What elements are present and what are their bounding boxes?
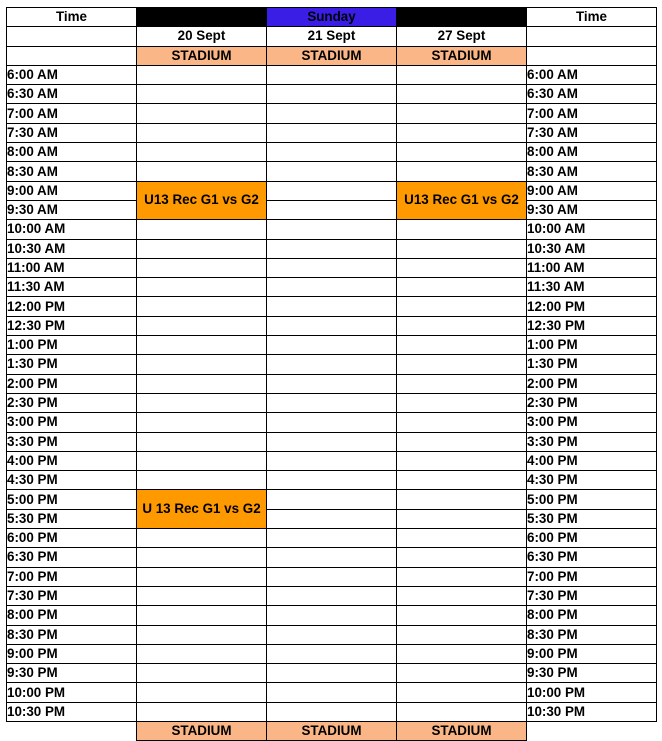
time-slot-row bbox=[7, 220, 657, 239]
schedule-slot[interactable] bbox=[137, 162, 267, 181]
date-header-2: 21 Sept bbox=[267, 27, 397, 46]
schedule-slot[interactable] bbox=[397, 451, 527, 470]
time-label-right: 8:00 PM bbox=[527, 606, 657, 625]
time-slot-row bbox=[7, 200, 657, 219]
time-label-left: 10:00 PM bbox=[7, 683, 137, 702]
schedule-slot[interactable] bbox=[137, 683, 267, 702]
schedule-slot[interactable] bbox=[137, 567, 267, 586]
schedule-slot[interactable] bbox=[397, 413, 527, 432]
schedule-slot[interactable] bbox=[137, 258, 267, 277]
schedule-slot[interactable] bbox=[267, 162, 397, 181]
venue-header-2: STADIUM bbox=[267, 46, 397, 65]
schedule-slot[interactable] bbox=[397, 220, 527, 239]
header-day-row bbox=[7, 8, 657, 27]
schedule-slot[interactable] bbox=[267, 143, 397, 162]
time-label-left: 3:30 PM bbox=[7, 432, 137, 451]
schedule-slot[interactable] bbox=[397, 625, 527, 644]
schedule-slot[interactable] bbox=[137, 644, 267, 663]
time-slot-row bbox=[7, 393, 657, 412]
schedule-slot[interactable] bbox=[267, 200, 397, 219]
time-label-right: 1:30 PM bbox=[527, 355, 657, 374]
schedule-table bbox=[6, 7, 657, 741]
time-slot-row bbox=[7, 567, 657, 586]
time-label-left: 8:30 AM bbox=[7, 162, 137, 181]
time-label-right: 6:00 AM bbox=[527, 65, 657, 84]
schedule-slot[interactable] bbox=[267, 278, 397, 297]
schedule-slot[interactable] bbox=[137, 374, 267, 393]
schedule-slot[interactable] bbox=[267, 336, 397, 355]
date-header-3: 27 Sept bbox=[397, 27, 527, 46]
time-label-left: 10:00 AM bbox=[7, 220, 137, 239]
schedule-slot[interactable] bbox=[137, 529, 267, 548]
schedule-slot[interactable] bbox=[397, 432, 527, 451]
time-label-left: 6:00 AM bbox=[7, 65, 137, 84]
time-label-left: 12:00 PM bbox=[7, 297, 137, 316]
schedule-slot[interactable] bbox=[137, 143, 267, 162]
schedule-slot[interactable] bbox=[397, 239, 527, 258]
event-block[interactable]: U13 Rec G1 vs G2 bbox=[137, 181, 267, 220]
day-header-1: Saturday bbox=[137, 8, 267, 27]
time-label-left: 7:30 PM bbox=[7, 586, 137, 605]
schedule-slot[interactable] bbox=[267, 181, 397, 200]
time-label-left: 1:00 PM bbox=[7, 336, 137, 355]
schedule-slot[interactable] bbox=[267, 220, 397, 239]
day-header-3: Saturday bbox=[397, 8, 527, 27]
schedule-slot[interactable] bbox=[137, 393, 267, 412]
schedule-slot[interactable] bbox=[267, 567, 397, 586]
day-header-2: Sunday bbox=[267, 8, 397, 27]
venue-header-3: STADIUM bbox=[397, 46, 527, 65]
schedule-slot[interactable] bbox=[397, 278, 527, 297]
schedule-slot[interactable] bbox=[267, 625, 397, 644]
time-slot-row bbox=[7, 316, 657, 335]
time-slot-row bbox=[7, 644, 657, 663]
time-slot-row bbox=[7, 451, 657, 470]
venue-footer-3: STADIUM bbox=[397, 721, 527, 740]
event-block[interactable]: U13 Rec G1 vs G2 bbox=[397, 181, 527, 220]
schedule-slot[interactable] bbox=[137, 355, 267, 374]
schedule-slot[interactable] bbox=[397, 65, 527, 84]
schedule-slot[interactable] bbox=[137, 702, 267, 721]
time-label-right: 11:00 AM bbox=[527, 258, 657, 277]
time-slot-row bbox=[7, 85, 657, 104]
schedule-slot[interactable] bbox=[267, 664, 397, 683]
schedule-slot[interactable] bbox=[137, 104, 267, 123]
header-venue-row bbox=[7, 46, 657, 65]
schedule-slot[interactable] bbox=[137, 123, 267, 142]
time-slot-row bbox=[7, 606, 657, 625]
time-slot-row bbox=[7, 548, 657, 567]
schedule-slot[interactable] bbox=[267, 239, 397, 258]
schedule-slot[interactable] bbox=[267, 413, 397, 432]
time-label-left: 6:30 AM bbox=[7, 85, 137, 104]
schedule-slot[interactable] bbox=[397, 123, 527, 142]
time-slot-row bbox=[7, 278, 657, 297]
schedule-slot[interactable] bbox=[267, 374, 397, 393]
time-label-right: 7:00 AM bbox=[527, 104, 657, 123]
schedule-slot[interactable] bbox=[397, 85, 527, 104]
time-slot-row bbox=[7, 355, 657, 374]
schedule-slot[interactable] bbox=[397, 586, 527, 605]
venue-header-1: STADIUM bbox=[137, 46, 267, 65]
time-label-left: 4:30 PM bbox=[7, 471, 137, 490]
time-label-right: 3:00 PM bbox=[527, 413, 657, 432]
schedule-slot[interactable] bbox=[397, 664, 527, 683]
time-label-right: 10:30 AM bbox=[527, 239, 657, 258]
schedule-slot[interactable] bbox=[267, 683, 397, 702]
schedule-slot[interactable] bbox=[397, 490, 527, 509]
time-label-left: 9:30 AM bbox=[7, 200, 137, 219]
time-label-right: 2:00 PM bbox=[527, 374, 657, 393]
schedule-slot[interactable] bbox=[267, 65, 397, 84]
schedule-slot[interactable] bbox=[397, 258, 527, 277]
schedule-slot[interactable] bbox=[267, 490, 397, 509]
schedule-slot[interactable] bbox=[397, 162, 527, 181]
time-label-right: 8:00 AM bbox=[527, 143, 657, 162]
time-label-right: 10:00 AM bbox=[527, 220, 657, 239]
schedule-slot[interactable] bbox=[267, 548, 397, 567]
time-slot-row bbox=[7, 471, 657, 490]
time-slot-row bbox=[7, 490, 657, 509]
time-label-right: 3:30 PM bbox=[527, 432, 657, 451]
time-slot-row bbox=[7, 181, 657, 200]
schedule-slot[interactable] bbox=[267, 509, 397, 528]
schedule-slot[interactable] bbox=[267, 316, 397, 335]
schedule-slot[interactable] bbox=[397, 393, 527, 412]
time-slot-row bbox=[7, 123, 657, 142]
schedule-slot[interactable] bbox=[267, 432, 397, 451]
time-label-left: 4:00 PM bbox=[7, 451, 137, 470]
schedule-slot[interactable] bbox=[397, 104, 527, 123]
time-label-right: 6:30 PM bbox=[527, 548, 657, 567]
date-header-1: 20 Sept bbox=[137, 27, 267, 46]
time-slot-row bbox=[7, 162, 657, 181]
time-label-right: 9:30 AM bbox=[527, 200, 657, 219]
time-label-left: 12:30 PM bbox=[7, 316, 137, 335]
schedule-slot[interactable] bbox=[397, 143, 527, 162]
time-label-right: 4:00 PM bbox=[527, 451, 657, 470]
time-slot-row bbox=[7, 432, 657, 451]
schedule-slot[interactable] bbox=[397, 297, 527, 316]
schedule-slot[interactable] bbox=[137, 625, 267, 644]
time-slot-row bbox=[7, 65, 657, 84]
schedule-slot[interactable] bbox=[397, 567, 527, 586]
schedule-slot[interactable] bbox=[137, 432, 267, 451]
time-slot-row bbox=[7, 297, 657, 316]
time-label-right: 7:00 PM bbox=[527, 567, 657, 586]
time-slot-row bbox=[7, 509, 657, 528]
time-header-left: Time bbox=[7, 8, 137, 27]
time-label-right: 5:00 PM bbox=[527, 490, 657, 509]
schedule-slot[interactable] bbox=[267, 529, 397, 548]
time-label-left: 9:00 PM bbox=[7, 644, 137, 663]
schedule-slot[interactable] bbox=[397, 374, 527, 393]
time-label-left: 9:00 AM bbox=[7, 181, 137, 200]
time-label-right: 12:30 PM bbox=[527, 316, 657, 335]
time-slot-row bbox=[7, 239, 657, 258]
schedule-slot[interactable] bbox=[137, 297, 267, 316]
time-label-left: 8:00 AM bbox=[7, 143, 137, 162]
schedule-slot[interactable] bbox=[137, 451, 267, 470]
time-label-right: 5:30 PM bbox=[527, 509, 657, 528]
schedule-slot[interactable] bbox=[267, 258, 397, 277]
schedule-slot[interactable] bbox=[137, 85, 267, 104]
time-label-left: 7:30 AM bbox=[7, 123, 137, 142]
time-label-left: 10:30 AM bbox=[7, 239, 137, 258]
time-slot-row bbox=[7, 702, 657, 721]
time-label-right: 1:00 PM bbox=[527, 336, 657, 355]
time-label-right: 2:30 PM bbox=[527, 393, 657, 412]
time-label-left: 11:30 AM bbox=[7, 278, 137, 297]
schedule-slot[interactable] bbox=[397, 702, 527, 721]
schedule-slot[interactable] bbox=[267, 702, 397, 721]
time-label-right: 7:30 PM bbox=[527, 586, 657, 605]
schedule-slot[interactable] bbox=[137, 239, 267, 258]
time-slot-row bbox=[7, 104, 657, 123]
schedule-slot[interactable] bbox=[267, 85, 397, 104]
schedule-slot[interactable] bbox=[397, 548, 527, 567]
time-slot-row bbox=[7, 683, 657, 702]
time-label-left: 10:30 PM bbox=[7, 702, 137, 721]
schedule-slot[interactable] bbox=[397, 509, 527, 528]
schedule-slot[interactable] bbox=[137, 278, 267, 297]
time-slot-row bbox=[7, 374, 657, 393]
schedule-slot[interactable] bbox=[137, 548, 267, 567]
schedule-slot[interactable] bbox=[267, 355, 397, 374]
schedule-slot[interactable] bbox=[267, 471, 397, 490]
header-date-row bbox=[7, 27, 657, 46]
venue-footer-2: STADIUM bbox=[267, 721, 397, 740]
time-label-left: 1:30 PM bbox=[7, 355, 137, 374]
schedule-slot[interactable] bbox=[397, 683, 527, 702]
time-slot-row bbox=[7, 664, 657, 683]
schedule-slot[interactable] bbox=[397, 529, 527, 548]
schedule-slot[interactable] bbox=[137, 336, 267, 355]
schedule-slot[interactable] bbox=[137, 606, 267, 625]
schedule-slot[interactable] bbox=[137, 471, 267, 490]
schedule-slot[interactable] bbox=[397, 644, 527, 663]
time-label-right: 10:00 PM bbox=[527, 683, 657, 702]
time-label-left: 3:00 PM bbox=[7, 413, 137, 432]
schedule-slot[interactable] bbox=[137, 316, 267, 335]
time-slot-row bbox=[7, 586, 657, 605]
schedule-slot[interactable] bbox=[267, 606, 397, 625]
schedule-slot[interactable] bbox=[137, 586, 267, 605]
schedule-slot[interactable] bbox=[267, 123, 397, 142]
time-label-left: 2:00 PM bbox=[7, 374, 137, 393]
schedule-slot[interactable] bbox=[267, 644, 397, 663]
time-label-left: 11:00 AM bbox=[7, 258, 137, 277]
time-label-left: 8:30 PM bbox=[7, 625, 137, 644]
time-slot-row bbox=[7, 529, 657, 548]
time-label-right: 6:30 AM bbox=[527, 85, 657, 104]
time-label-right: 9:00 AM bbox=[527, 181, 657, 200]
schedule-slot[interactable] bbox=[137, 413, 267, 432]
time-label-left: 8:00 PM bbox=[7, 606, 137, 625]
schedule-slot[interactable] bbox=[267, 297, 397, 316]
time-label-left: 5:00 PM bbox=[7, 490, 137, 509]
time-label-right: 10:30 PM bbox=[527, 702, 657, 721]
blank-cell bbox=[527, 46, 657, 65]
time-slot-row bbox=[7, 143, 657, 162]
time-slot-row bbox=[7, 258, 657, 277]
time-label-right: 8:30 PM bbox=[527, 625, 657, 644]
schedule-slot[interactable] bbox=[397, 336, 527, 355]
time-slot-row bbox=[7, 336, 657, 355]
blank-cell bbox=[7, 46, 137, 65]
blank-cell bbox=[527, 27, 657, 46]
venue-footer-1: STADIUM bbox=[137, 721, 267, 740]
event-block[interactable]: U 13 Rec G1 vs G2 bbox=[137, 490, 267, 529]
time-label-right: 12:00 PM bbox=[527, 297, 657, 316]
schedule-slot[interactable] bbox=[267, 451, 397, 470]
time-label-right: 11:30 AM bbox=[527, 278, 657, 297]
schedule-slot[interactable] bbox=[397, 606, 527, 625]
time-label-left: 7:00 AM bbox=[7, 104, 137, 123]
time-label-left: 9:30 PM bbox=[7, 664, 137, 683]
time-label-right: 7:30 AM bbox=[527, 123, 657, 142]
schedule-slot[interactable] bbox=[267, 586, 397, 605]
time-label-right: 4:30 PM bbox=[527, 471, 657, 490]
blank-cell bbox=[7, 27, 137, 46]
time-label-left: 5:30 PM bbox=[7, 509, 137, 528]
schedule-slot[interactable] bbox=[397, 316, 527, 335]
schedule-slot[interactable] bbox=[397, 471, 527, 490]
time-label-left: 2:30 PM bbox=[7, 393, 137, 412]
time-label-right: 9:00 PM bbox=[527, 644, 657, 663]
time-label-right: 9:30 PM bbox=[527, 664, 657, 683]
time-label-left: 6:30 PM bbox=[7, 548, 137, 567]
time-label-left: 7:00 PM bbox=[7, 567, 137, 586]
time-header-right: Time bbox=[527, 8, 657, 27]
time-label-right: 6:00 PM bbox=[527, 529, 657, 548]
time-label-left: 6:00 PM bbox=[7, 529, 137, 548]
schedule-slot[interactable] bbox=[397, 355, 527, 374]
time-slot-row bbox=[7, 625, 657, 644]
schedule-slot[interactable] bbox=[267, 393, 397, 412]
time-label-right: 8:30 AM bbox=[527, 162, 657, 181]
schedule-slot[interactable] bbox=[267, 104, 397, 123]
schedule-slot[interactable] bbox=[137, 664, 267, 683]
schedule-slot[interactable] bbox=[137, 220, 267, 239]
time-slot-row bbox=[7, 413, 657, 432]
schedule-slot[interactable] bbox=[137, 65, 267, 84]
